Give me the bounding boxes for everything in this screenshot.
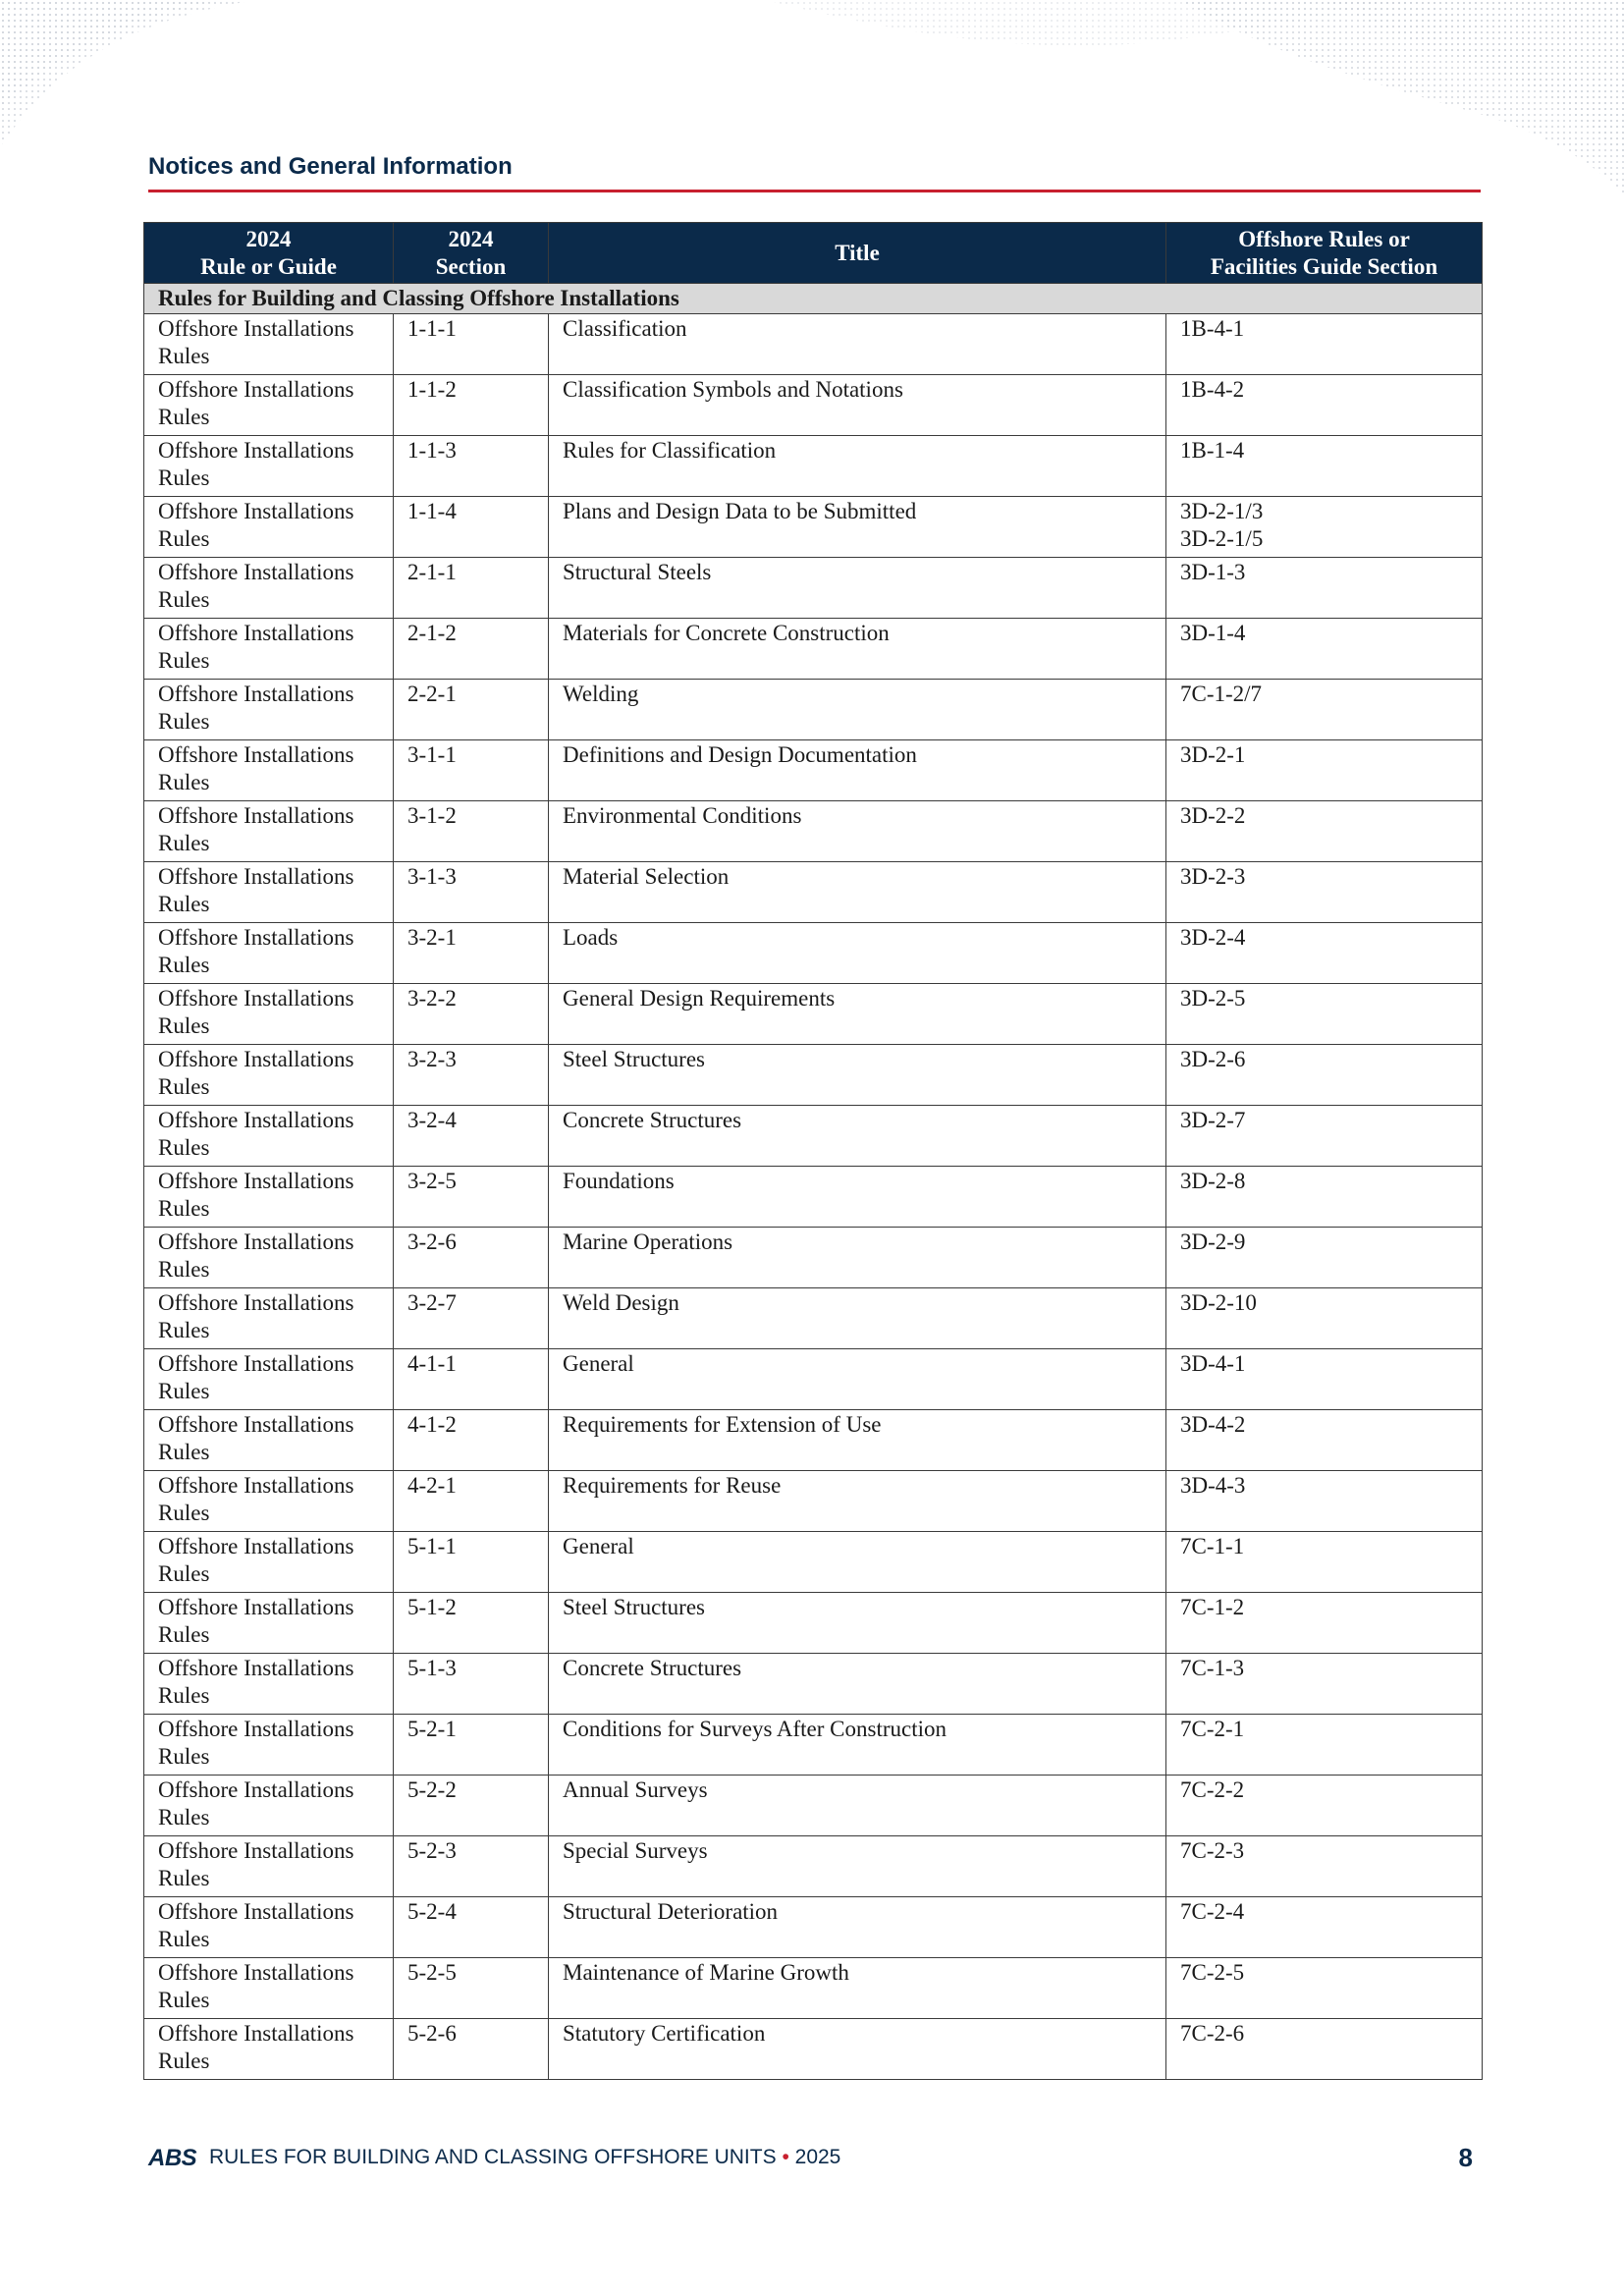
cell-section: 5-2-6 <box>394 2019 549 2080</box>
cell-rule-or-guide: Offshore Installations Rules <box>144 1106 394 1167</box>
table-row <box>144 1776 1483 1836</box>
cell-offshore-section: 3D-4-1 <box>1166 1349 1483 1410</box>
cell-rule-or-guide: Offshore Installations Rules <box>144 436 394 497</box>
cell-rule-or-guide: Offshore Installations Rules <box>144 923 394 984</box>
cell-rule-or-guide: Offshore Installations Rules <box>144 314 394 375</box>
cell-offshore-section: 3D-2-6 <box>1166 1045 1483 1106</box>
table-row <box>144 1654 1483 1715</box>
cell-offshore-section: 7C-2-4 <box>1166 1897 1483 1958</box>
cell-rule-or-guide: Offshore Installations Rules <box>144 984 394 1045</box>
page-number: 8 <box>1458 2143 1473 2172</box>
cell-title: Statutory Certification <box>549 2019 1166 2080</box>
cell-offshore-section: 3D-1-4 <box>1166 619 1483 680</box>
cell-offshore-section: 7C-1-2 <box>1166 1593 1483 1654</box>
cell-title: Rules for Classification <box>549 436 1166 497</box>
cell-title: General <box>549 1532 1166 1593</box>
cell-title: Conditions for Surveys After Construction <box>549 1715 1166 1776</box>
cell-title: Definitions and Design Documentation <box>549 740 1166 801</box>
table-row <box>144 984 1483 1045</box>
cell-section: 3-2-5 <box>394 1167 549 1228</box>
table-row <box>144 1288 1483 1349</box>
cell-rule-or-guide: Offshore Installations Rules <box>144 2019 394 2080</box>
table-row <box>144 740 1483 801</box>
cell-offshore-section: 3D-2-1/3 3D-2-1/5 <box>1166 497 1483 558</box>
cell-rule-or-guide: Offshore Installations Rules <box>144 680 394 740</box>
cell-title: Marine Operations <box>549 1228 1166 1288</box>
page-footer <box>148 2141 1481 2174</box>
cell-rule-or-guide: Offshore Installations Rules <box>144 740 394 801</box>
table-row <box>144 497 1483 558</box>
cell-section: 3-2-7 <box>394 1288 549 1349</box>
table-row <box>144 1167 1483 1228</box>
table-row <box>144 1593 1483 1654</box>
table-row <box>144 862 1483 923</box>
cell-offshore-section: 7C-2-5 <box>1166 1958 1483 2019</box>
cell-section: 2-1-2 <box>394 619 549 680</box>
cell-section: 3-2-2 <box>394 984 549 1045</box>
cell-rule-or-guide: Offshore Installations Rules <box>144 1167 394 1228</box>
cell-offshore-section: 3D-1-3 <box>1166 558 1483 619</box>
cell-rule-or-guide: Offshore Installations Rules <box>144 1715 394 1776</box>
cell-title: Classification <box>549 314 1166 375</box>
footer-doc-name: RULES FOR BUILDING AND CLASSING OFFSHORE UNITS <box>209 2146 777 2168</box>
cell-rule-or-guide: Offshore Installations Rules <box>144 375 394 436</box>
cell-title: Steel Structures <box>549 1593 1166 1654</box>
cell-title: Maintenance of Marine Growth <box>549 1958 1166 2019</box>
cell-section: 1-1-2 <box>394 375 549 436</box>
cell-offshore-section: 3D-2-4 <box>1166 923 1483 984</box>
cell-offshore-section: 3D-2-9 <box>1166 1228 1483 1288</box>
cell-rule-or-guide: Offshore Installations Rules <box>144 801 394 862</box>
section-heading: Notices and General Information <box>148 153 513 180</box>
cell-rule-or-guide: Offshore Installations Rules <box>144 497 394 558</box>
cell-offshore-section: 1B-1-4 <box>1166 436 1483 497</box>
cell-offshore-section: 7C-1-3 <box>1166 1654 1483 1715</box>
cell-rule-or-guide: Offshore Installations Rules <box>144 1349 394 1410</box>
cell-section: 3-1-1 <box>394 740 549 801</box>
cell-title: General Design Requirements <box>549 984 1166 1045</box>
cell-title: General <box>549 1349 1166 1410</box>
table-row <box>144 375 1483 436</box>
table-row <box>144 680 1483 740</box>
cell-title: Foundations <box>549 1167 1166 1228</box>
cell-title: Weld Design <box>549 1288 1166 1349</box>
cell-offshore-section: 3D-2-2 <box>1166 801 1483 862</box>
table-row <box>144 801 1483 862</box>
cell-section: 1-1-3 <box>394 436 549 497</box>
cell-title: Plans and Design Data to be Submitted <box>549 497 1166 558</box>
cell-rule-or-guide: Offshore Installations Rules <box>144 1045 394 1106</box>
heading-divider <box>148 190 1481 192</box>
cell-title: Annual Surveys <box>549 1776 1166 1836</box>
cell-offshore-section: 7C-2-3 <box>1166 1836 1483 1897</box>
cell-section: 5-2-3 <box>394 1836 549 1897</box>
header-title: Title <box>549 223 1166 284</box>
cell-section: 1-1-4 <box>394 497 549 558</box>
cell-title: Steel Structures <box>549 1045 1166 1106</box>
table-row <box>144 314 1483 375</box>
cell-offshore-section: 7C-2-2 <box>1166 1776 1483 1836</box>
cell-rule-or-guide: Offshore Installations Rules <box>144 1593 394 1654</box>
cell-rule-or-guide: Offshore Installations Rules <box>144 619 394 680</box>
cell-section: 5-1-1 <box>394 1532 549 1593</box>
group-label: Rules for Building and Classing Offshore Installations <box>144 284 1483 314</box>
cell-offshore-section: 3D-4-3 <box>1166 1471 1483 1532</box>
cell-rule-or-guide: Offshore Installations Rules <box>144 1410 394 1471</box>
cell-section: 4-1-1 <box>394 1349 549 1410</box>
cell-offshore-section: 3D-4-2 <box>1166 1410 1483 1471</box>
cross-reference-table <box>143 222 1483 2080</box>
cell-rule-or-guide: Offshore Installations Rules <box>144 1471 394 1532</box>
cell-rule-or-guide: Offshore Installations Rules <box>144 1776 394 1836</box>
cell-title: Classification Symbols and Notations <box>549 375 1166 436</box>
cell-title: Loads <box>549 923 1166 984</box>
cell-title: Concrete Structures <box>549 1106 1166 1167</box>
cell-offshore-section: 3D-2-7 <box>1166 1106 1483 1167</box>
cell-title: Concrete Structures <box>549 1654 1166 1715</box>
cell-offshore-section: 7C-1-1 <box>1166 1532 1483 1593</box>
cell-title: Special Surveys <box>549 1836 1166 1897</box>
cell-rule-or-guide: Offshore Installations Rules <box>144 1836 394 1897</box>
table-row <box>144 2019 1483 2080</box>
cell-rule-or-guide: Offshore Installations Rules <box>144 862 394 923</box>
cell-rule-or-guide: Offshore Installations Rules <box>144 1288 394 1349</box>
cell-section: 4-1-2 <box>394 1410 549 1471</box>
cell-offshore-section: 3D-2-10 <box>1166 1288 1483 1349</box>
table-row <box>144 923 1483 984</box>
cell-offshore-section: 3D-2-8 <box>1166 1167 1483 1228</box>
table-row <box>144 1349 1483 1410</box>
cell-section: 3-1-2 <box>394 801 549 862</box>
header-section: 2024 Section <box>394 223 549 284</box>
cell-rule-or-guide: Offshore Installations Rules <box>144 1228 394 1288</box>
cell-section: 5-2-4 <box>394 1897 549 1958</box>
cell-section: 2-2-1 <box>394 680 549 740</box>
cell-offshore-section: 3D-2-5 <box>1166 984 1483 1045</box>
cell-title: Structural Steels <box>549 558 1166 619</box>
table-row <box>144 1715 1483 1776</box>
table-row <box>144 1045 1483 1106</box>
table-row <box>144 436 1483 497</box>
cell-rule-or-guide: Offshore Installations Rules <box>144 1958 394 2019</box>
table-row <box>144 1958 1483 2019</box>
footer-year: 2025 <box>794 2146 841 2168</box>
cell-offshore-section: 1B-4-2 <box>1166 375 1483 436</box>
header-rule-or-guide: 2024 Rule or Guide <box>144 223 394 284</box>
cell-rule-or-guide: Offshore Installations Rules <box>144 1897 394 1958</box>
table-row <box>144 1532 1483 1593</box>
table-row <box>144 1471 1483 1532</box>
cell-title: Materials for Concrete Construction <box>549 619 1166 680</box>
cell-section: 3-1-3 <box>394 862 549 923</box>
cell-offshore-section: 3D-2-3 <box>1166 862 1483 923</box>
cell-title: Welding <box>549 680 1166 740</box>
cell-section: 5-2-1 <box>394 1715 549 1776</box>
table-row <box>144 558 1483 619</box>
cell-section: 1-1-1 <box>394 314 549 375</box>
cell-title: Structural Deterioration <box>549 1897 1166 1958</box>
table-row <box>144 1897 1483 1958</box>
cell-rule-or-guide: Offshore Installations Rules <box>144 558 394 619</box>
header-offshore-section: Offshore Rules or Facilities Guide Section <box>1166 223 1483 284</box>
cell-offshore-section: 1B-4-1 <box>1166 314 1483 375</box>
cell-section: 3-2-1 <box>394 923 549 984</box>
table-row <box>144 1106 1483 1167</box>
cell-title: Requirements for Extension of Use <box>549 1410 1166 1471</box>
cell-section: 5-1-3 <box>394 1654 549 1715</box>
table-row <box>144 1836 1483 1897</box>
cell-section: 4-2-1 <box>394 1471 549 1532</box>
cell-offshore-section: 3D-2-1 <box>1166 740 1483 801</box>
cell-title: Material Selection <box>549 862 1166 923</box>
table-row <box>144 619 1483 680</box>
cell-offshore-section: 7C-2-6 <box>1166 2019 1483 2080</box>
table-row <box>144 1228 1483 1288</box>
cell-section: 3-2-6 <box>394 1228 549 1288</box>
cell-offshore-section: 7C-1-2/7 <box>1166 680 1483 740</box>
table-group-row <box>144 284 1483 314</box>
cell-title: Environmental Conditions <box>549 801 1166 862</box>
cell-offshore-section: 7C-2-1 <box>1166 1715 1483 1776</box>
cell-section: 5-2-5 <box>394 1958 549 2019</box>
cell-rule-or-guide: Offshore Installations Rules <box>144 1654 394 1715</box>
table-header-row <box>144 223 1483 284</box>
cell-section: 5-2-2 <box>394 1776 549 1836</box>
footer-doc-title <box>209 2146 840 2169</box>
cell-rule-or-guide: Offshore Installations Rules <box>144 1532 394 1593</box>
abs-logo: ABS <box>148 2145 197 2171</box>
footer-separator: • <box>782 2146 789 2168</box>
cell-section: 3-2-3 <box>394 1045 549 1106</box>
cell-title: Requirements for Reuse <box>549 1471 1166 1532</box>
cell-section: 2-1-1 <box>394 558 549 619</box>
table-row <box>144 1410 1483 1471</box>
cell-section: 3-2-4 <box>394 1106 549 1167</box>
cell-section: 5-1-2 <box>394 1593 549 1654</box>
